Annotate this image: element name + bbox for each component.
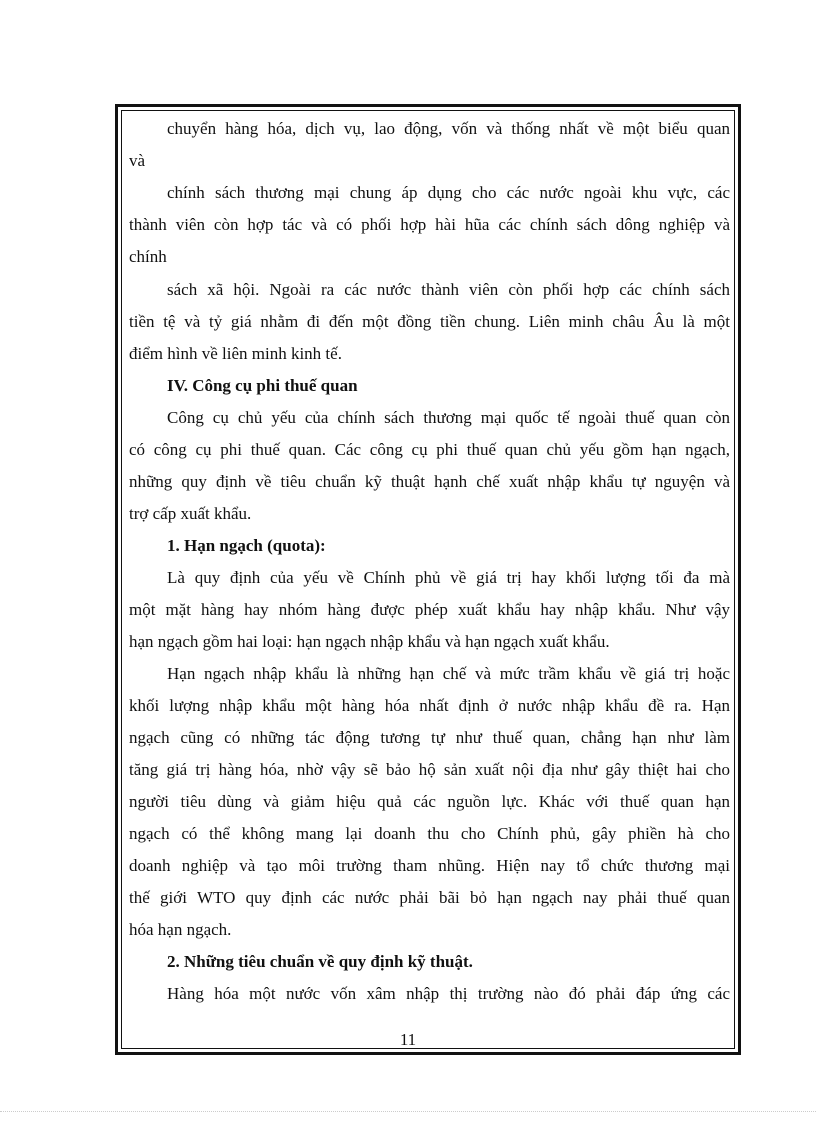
text-line: người tiêu dùng và giảm hiệu quả các nguồn lực. Khác với thuế quan hạn	[129, 792, 730, 811]
page-bottom-edge	[0, 1111, 816, 1113]
text-line: trợ cấp xuất khẩu.	[129, 504, 252, 523]
text-line: Hạn ngạch nhập khẩu là những hạn chế và mức trầm khẩu về giá trị hoặc	[167, 664, 730, 683]
text-line: hạn ngạch gồm hai loại: hạn ngạch nhập khẩu và hạn ngạch xuất khẩu.	[129, 632, 610, 651]
text-line: chính sách thương mại chung áp dụng cho các nước ngoài khu vực, các	[167, 183, 730, 202]
text-line: chuyển hàng hóa, dịch vụ, lao động, vốn và thống nhất về một biểu quan	[167, 119, 730, 138]
subsection-heading: 1. Hạn ngạch (quota):	[167, 536, 326, 555]
text-line: Hàng hóa một nước vốn xâm nhập thị trường nào đó phải đáp ứng các	[167, 984, 730, 1003]
text-line: những quy định về tiêu chuẩn kỹ thuật hạnh chế xuất nhập khẩu tự nguyện và	[129, 472, 730, 491]
text-line: ngạch cũng có những tác động tương tự như thuế quan, chẳng hạn như làm	[129, 728, 730, 747]
text-line: ngạch có thể không mang lại doanh thu cho Chính phủ, gây phiền hà cho	[129, 824, 730, 843]
text-line: Là quy định của yếu về Chính phủ về giá trị hay khối lượng tối đa mà	[167, 568, 730, 587]
text-line: doanh nghiệp và tạo môi trường tham nhũng. Hiện nay tổ chức thương mại	[129, 856, 730, 875]
text-line: tiền tệ và tỷ giá nhằm đi đến một đồng tiền chung. Liên minh châu Âu là một	[129, 312, 730, 331]
subsection-heading: 2. Những tiêu chuẩn về quy định kỹ thuật.	[167, 952, 473, 971]
section-heading: IV. Công cụ phi thuế quan	[167, 376, 358, 395]
page-number: 11	[399, 1030, 417, 1049]
text-line: hóa hạn ngạch.	[129, 920, 232, 939]
text-line: chính	[129, 247, 167, 266]
text-line: có công cụ phi thuế quan. Các công cụ phi thuế quan chủ yếu gồm hạn ngạch,	[129, 440, 730, 459]
text-line: sách xã hội. Ngoài ra các nước thành viên còn phối hợp các chính sách	[167, 280, 730, 299]
text-line: một mặt hàng hay nhóm hàng được phép xuất khẩu hay nhập khẩu. Như vậy	[129, 600, 730, 619]
text-line: và	[129, 151, 146, 170]
text-line: Công cụ chủ yếu của chính sách thương mại quốc tế ngoài thuế quan còn	[167, 408, 730, 427]
text-line: tăng giá trị hàng hóa, nhờ vậy sẽ bảo hộ sản xuất nội địa như gây thiệt hai cho	[129, 760, 730, 779]
text-line: điểm hình về liên minh kinh tế.	[129, 344, 342, 363]
text-line: khối lượng nhập khẩu một hàng hóa nhất định ở nước nhập khẩu đề ra. Hạn	[129, 696, 730, 715]
text-line: thế giới WTO quy định các nước phải bãi bỏ hạn ngạch nay phải thuế quan	[129, 888, 730, 907]
text-line: thành viên còn hợp tác và có phối hợp hài hũa các chính sách dông nghiệp và	[129, 215, 730, 234]
